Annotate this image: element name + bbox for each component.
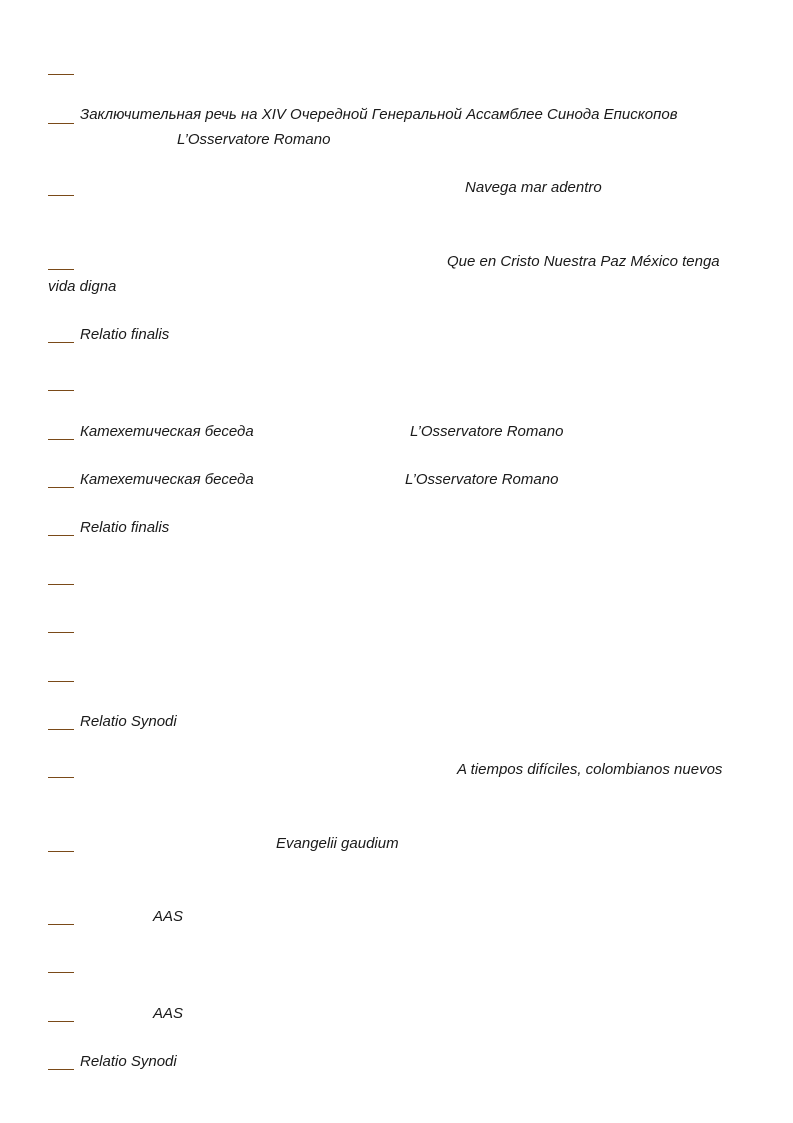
- entry-rule: [48, 1021, 74, 1022]
- entry-title: Катехетическая беседа: [80, 471, 254, 488]
- entry-title: A tiempos difíciles, colombianos nuevos: [457, 761, 723, 778]
- entry-title: Navega mar adentro: [465, 179, 602, 196]
- entry-title: Evangelii gaudium: [276, 835, 399, 852]
- entry-rule: [48, 972, 74, 973]
- entry-source: AAS: [153, 1005, 184, 1022]
- entry-rule: [48, 681, 74, 682]
- entry-rule: [48, 439, 74, 440]
- entry-title: Заключительная речь на XIV Очередной Генеральной Ассамблее Синода Епископов: [80, 106, 678, 123]
- entry-rule: [48, 342, 74, 343]
- entry-rule: [48, 632, 74, 633]
- entry-rule: [48, 390, 74, 391]
- entry-source: AAS: [153, 908, 184, 925]
- entry-rule: [48, 269, 74, 270]
- entry-title: Que en Cristo Nuestra Paz México tenga: [447, 253, 720, 270]
- entry-rule: [48, 535, 74, 536]
- entry-rule: [48, 777, 74, 778]
- entry-title: Relatio Synodi: [80, 1053, 177, 1070]
- entry-rule: [48, 123, 74, 124]
- entry-rule: [48, 729, 74, 730]
- entry-title-continued: vida digna: [48, 278, 117, 295]
- entry-rule: [48, 924, 74, 925]
- entry-source: L’Osservatore Romano: [177, 131, 331, 148]
- entry-title: Relatio Synodi: [80, 713, 177, 730]
- entry-rule: [48, 487, 74, 488]
- entry-rule: [48, 1069, 74, 1070]
- entry-rule: [48, 584, 74, 585]
- entry-rule: [48, 851, 74, 852]
- entry-rule: [48, 74, 74, 75]
- entry-title: Катехетическая беседа: [80, 423, 254, 440]
- entry-title: Relatio finalis: [80, 519, 170, 536]
- entry-source: L’Osservatore Romano: [410, 423, 564, 440]
- entry-source: L’Osservatore Romano: [405, 471, 559, 488]
- entry-rule: [48, 195, 74, 196]
- entry-title: Relatio finalis: [80, 326, 170, 343]
